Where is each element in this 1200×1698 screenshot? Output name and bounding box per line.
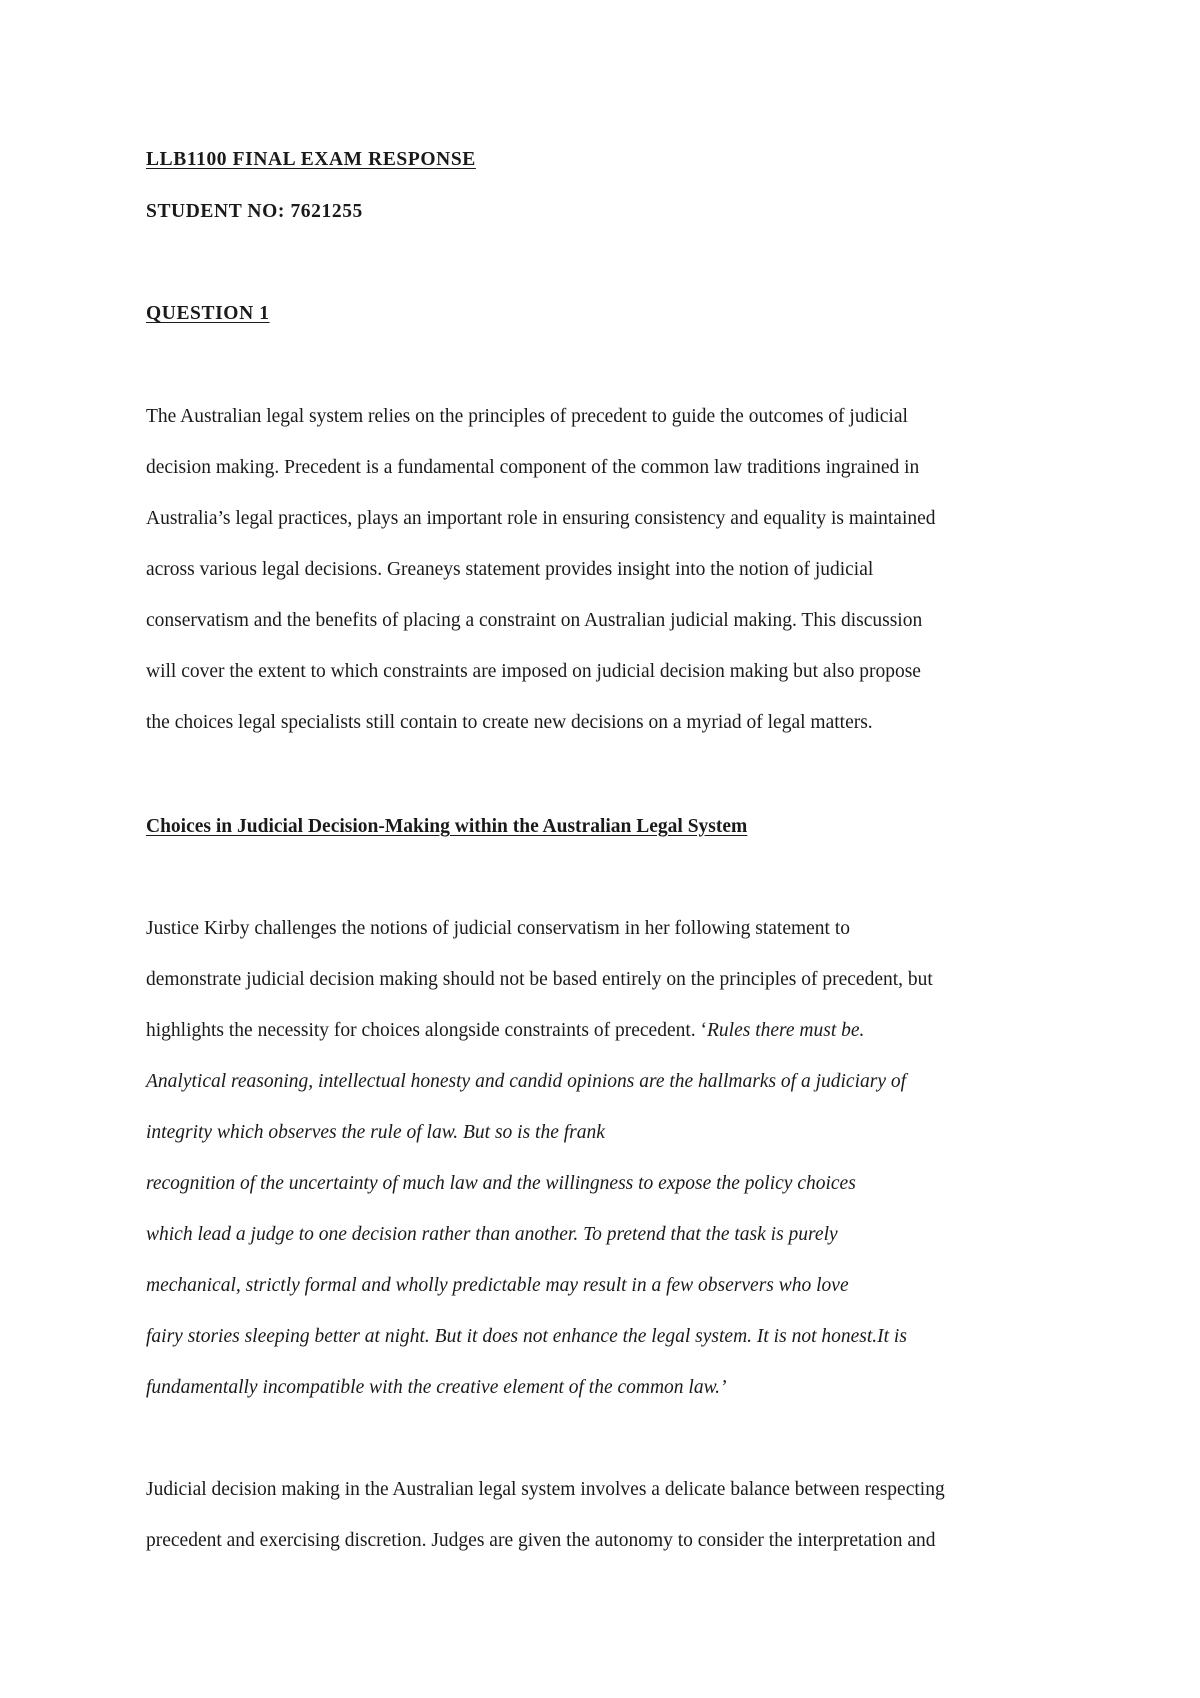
paragraph-line: Australia’s legal practices, plays an important role in ensuring consistency and equality is maintained — [146, 508, 936, 529]
paragraph-line: Judicial decision making in the Australian legal system involves a delicate balance between respecting — [146, 1479, 945, 1500]
paragraph-line: demonstrate judicial decision making should not be based entirely on the principles of precedent, but — [146, 969, 933, 990]
paragraph-line: will cover the extent to which constraints are imposed on judicial decision making but also propose — [146, 661, 921, 682]
quote-line: fairy stories sleeping better at night. But it does not enhance the legal system. It is not honest.It is — [146, 1326, 907, 1347]
paragraph-line: the choices legal specialists still contain to create new decisions on a myriad of legal matters. — [146, 712, 873, 733]
quote-line: recognition of the uncertainty of much law and the willingness to expose the policy choices — [146, 1173, 856, 1194]
paragraph-line: The Australian legal system relies on the principles of precedent to guide the outcomes of judicial — [146, 406, 908, 427]
quote-start: Rules there must be. — [707, 1020, 865, 1041]
paragraph-text: highlights the necessity for choices alongside constraints of precedent. ‘ — [146, 1020, 708, 1041]
student-number: STUDENT NO: 7621255 — [146, 201, 363, 222]
quote-line: integrity which observes the rule of law. But so is the frank — [146, 1122, 605, 1143]
paragraph-line: precedent and exercising discretion. Judges are given the autonomy to consider the interpretation and — [146, 1530, 936, 1551]
paragraph-line: decision making. Precedent is a fundamental component of the common law traditions ingrained in — [146, 457, 920, 478]
quote-line: Analytical reasoning, intellectual honesty and candid opinions are the hallmarks of a judiciary of — [146, 1071, 907, 1092]
quote-line: fundamentally incompatible with the creative element of the common law.’ — [146, 1377, 727, 1398]
paragraph-line: conservatism and the benefits of placing a constraint on Australian judicial making. This discussion — [146, 610, 923, 631]
paragraph-line: across various legal decisions. Greaneys statement provides insight into the notion of judicial — [146, 559, 874, 580]
paragraph-line: Justice Kirby challenges the notions of judicial conservatism in her following statement to — [146, 918, 851, 939]
quote-line: mechanical, strictly formal and wholly predictable may result in a few observers who love — [146, 1275, 849, 1296]
question-heading: QUESTION 1 — [146, 303, 270, 324]
paragraph-line — [146, 1019, 864, 1043]
quote-line: which lead a judge to one decision rather than another. To pretend that the task is purely — [146, 1224, 838, 1245]
document-title: LLB1100 FINAL EXAM RESPONSE — [146, 149, 476, 170]
section-heading: Choices in Judicial Decision-Making within the Australian Legal System — [146, 816, 748, 837]
